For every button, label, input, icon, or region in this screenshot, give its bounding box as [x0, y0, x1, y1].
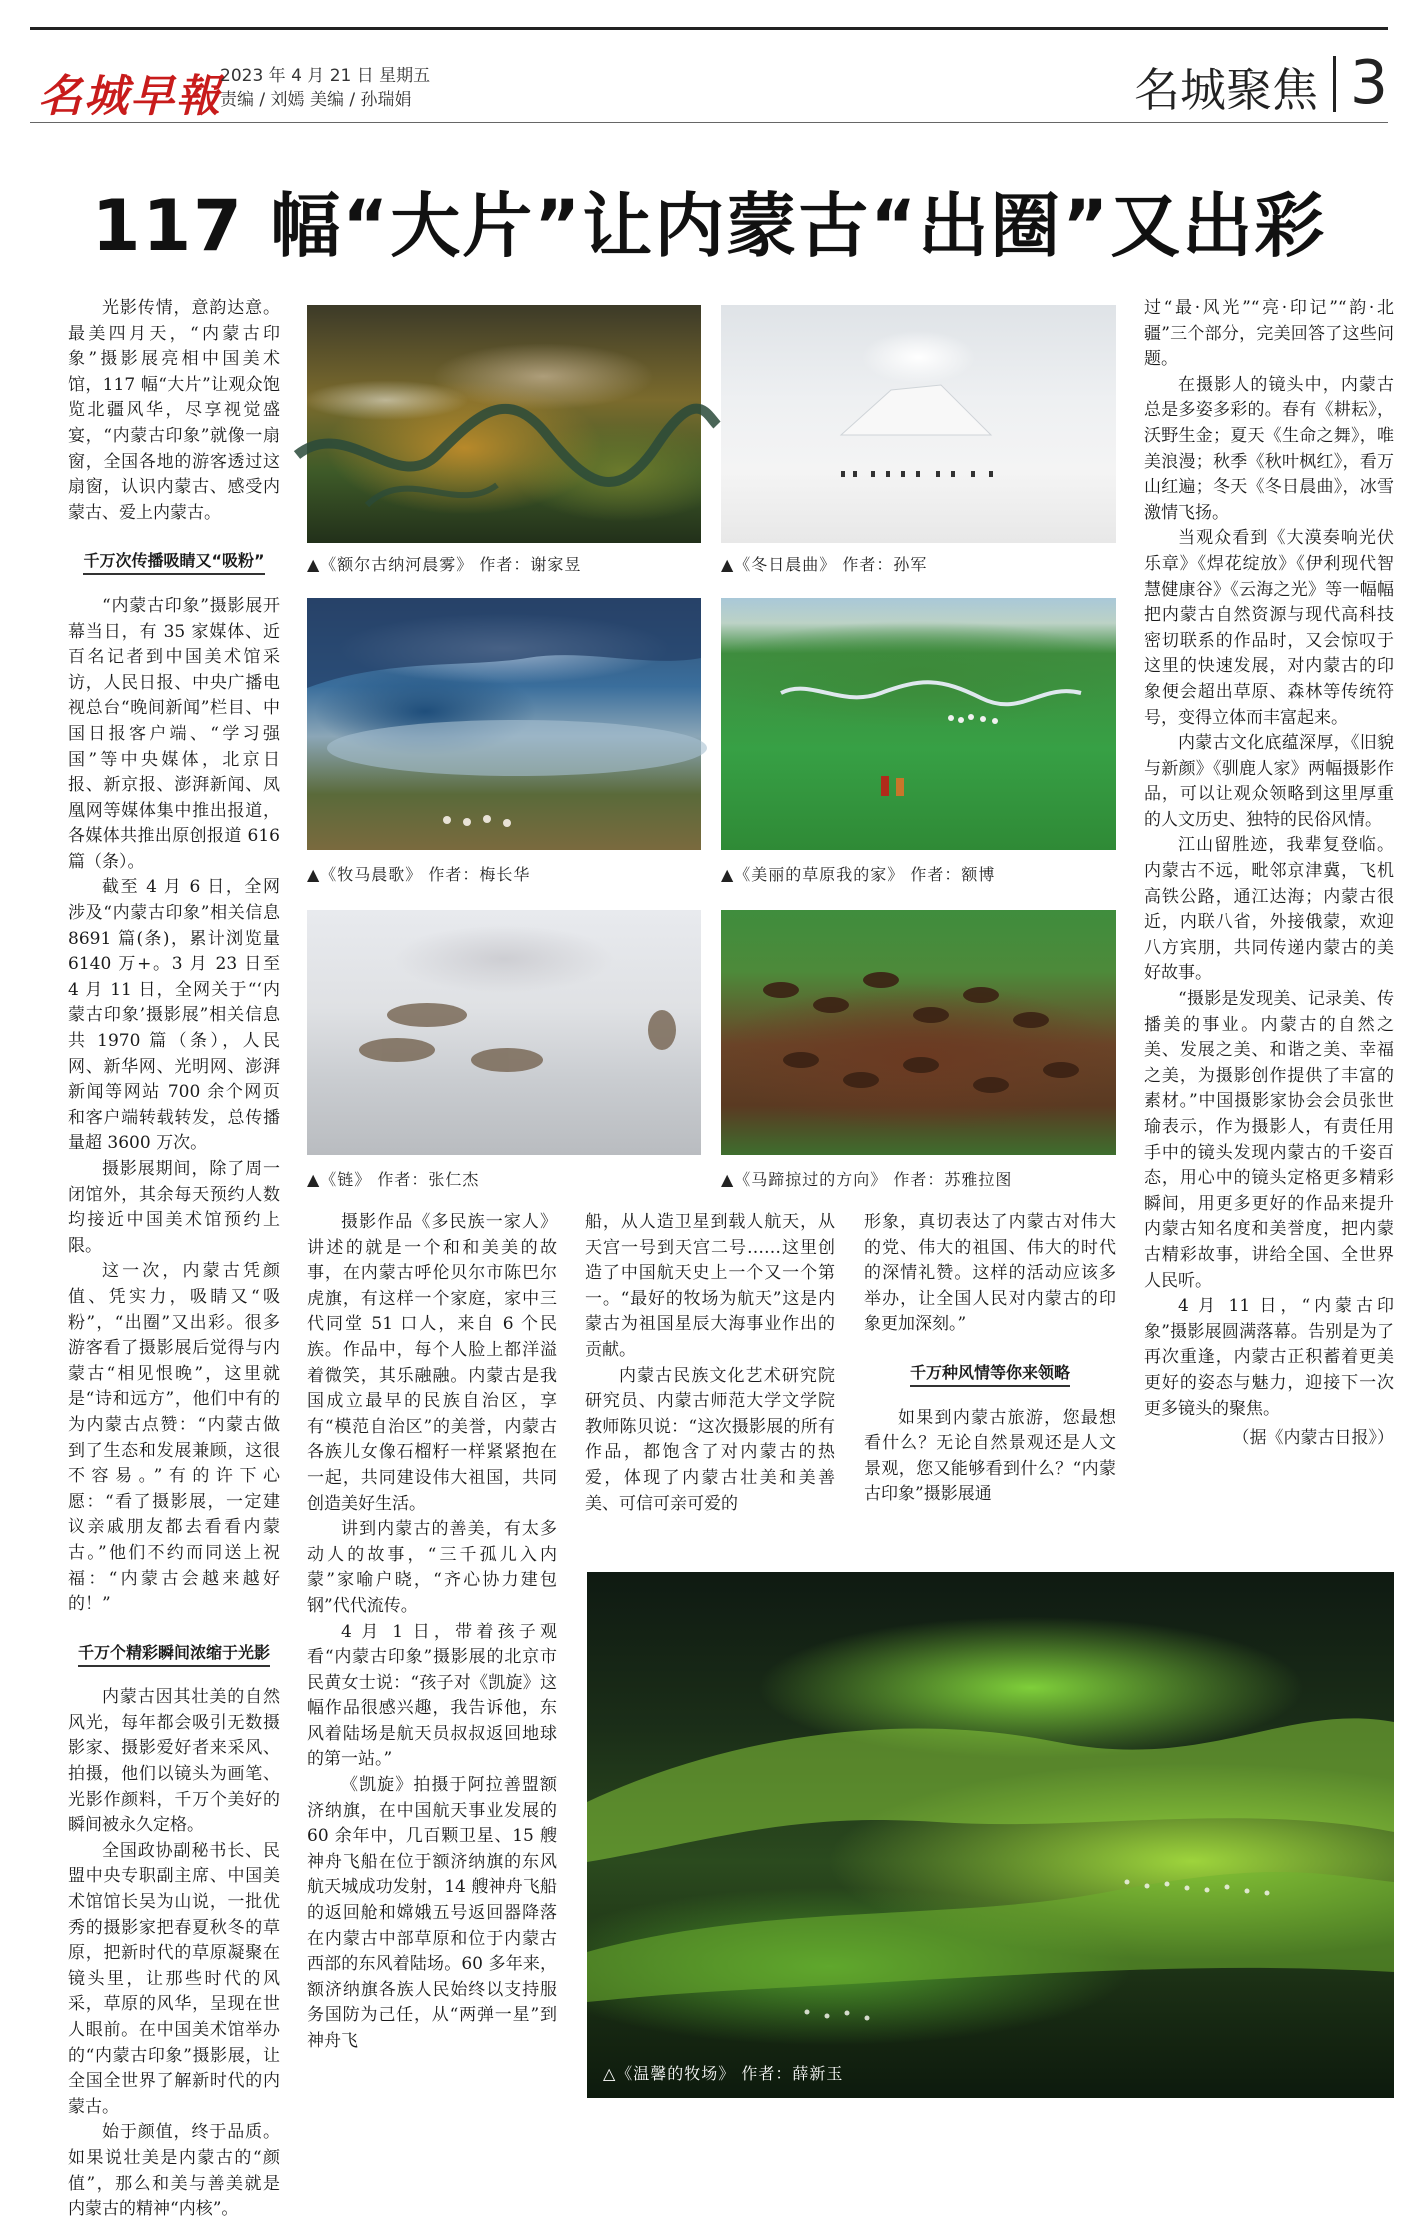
paragraph: 摄影作品《多民族一家人》讲述的就是一个和和美美的故事，在内蒙古呼伦贝尔市陈巴尔虎旗，有这样一个家庭，家中三代同堂 51 口人，来自 6 个民族。作品中，每个人脸上都洋溢着微笑，其乐融融。内蒙古是我国成立最早的民族自治区，享有“模范自治区”的美誉，内蒙古各族儿女像石榴籽一样紧紧抱在一起，共同建设伟大祖国，共同创造美好生活。 — [307, 1212, 557, 1514]
photo-morning-horse-song — [307, 598, 701, 850]
paragraph: 4 月 11 日，“内蒙古印象”摄影展圆满落幕。告别是为了再次重逢，内蒙古正积蓄着更美更好的姿态与魅力，迎接下一次更多镜头的聚焦。 — [1144, 1296, 1394, 1419]
rolling-hills-illustration — [587, 1572, 1394, 2098]
top-rule — [30, 27, 1388, 30]
article-headline: 117 幅“大片”让内蒙古“出圈”又出彩 — [91, 185, 1327, 267]
photo-caption: ▲《冬日晨曲》 作者：孙军 — [721, 555, 928, 574]
photo-hoof-direction — [721, 910, 1116, 1155]
horse-herd-illustration — [721, 910, 1116, 1155]
paragraph: 光影传情，意韵达意。最美四月天，“内蒙古印象”摄影展亮相中国美术馆，117 幅“大片”让观众饱览北疆风华，尽享视觉盛宴，“内蒙古印象”就像一扇窗，全国各地的游客透过这扇窗，认识内蒙古、感受内蒙古、爱上内蒙古。 — [68, 298, 280, 523]
paragraph: “内蒙古印象”摄影展开幕当日，有 35 家媒体、近百名记者到中国美术馆采访，人民日报、中央广播电视总台“晚间新闻”栏目、中国日报客户端、“学习强国”等中央媒体，北京日报、新京报、澎湃新闻、凤凰网等媒体集中推出报道，各媒体共推出原创报道 616 篇（条）。 — [68, 595, 280, 872]
photo-chain-wolves — [307, 910, 701, 1155]
masthead — [30, 50, 1388, 125]
photo-caption: ▲《牧马晨歌》 作者：梅长华 — [307, 865, 531, 884]
paragraph: 摄影展期间，除了周一闭馆外，其余每天预约人数均接近中国美术馆预约上限。 — [68, 1159, 280, 1256]
photo-caption: ▲《链》 作者：张仁杰 — [307, 1170, 480, 1189]
subheading-3: 千万种风情等你来领略 — [864, 1360, 1116, 1386]
article-column-1 — [68, 296, 280, 2223]
article-column-4 — [864, 1210, 1116, 1508]
paragraph: 江山留胜迹，我辈复登临。内蒙古不远，毗邻京津冀，飞机高铁公路，通江达海；内蒙古很近，内联八省，外接俄蒙，欢迎八方宾朋，共同传递内蒙古的美好故事。 — [1144, 835, 1394, 984]
photo-warm-pasture — [587, 1572, 1394, 2098]
snow-mountain-illustration — [721, 305, 1116, 543]
paragraph: 船，从人造卫星到载人航天，从天宫一号到天宫二号……这里创造了中国航天史上一个又一个第一。“最好的牧场为航天”这是内蒙古为祖国星辰大海事业作出的贡献。 — [585, 1212, 835, 1360]
paragraph: 形象，真切表达了内蒙古对伟大的党、伟大的祖国、伟大的时代的深情礼赞。这样的活动应该多举办，让全国人民对内蒙古的印象更加深刻。” — [864, 1212, 1116, 1335]
paragraph: 4 月 1 日，带着孩子观看“内蒙古印象”摄影展的北京市民黄女士说：“孩子对《凯旋》这幅作品很感兴趣，我告诉他，东风着陆场是航天员叔叔返回地球的第一站。” — [307, 1621, 557, 1770]
section-title: 名城聚焦 — [1134, 63, 1318, 117]
paragraph: 过“最·风光”“亮·印记”“韵·北疆”三个部分，完美回答了这些问题。 — [1144, 298, 1394, 370]
photo-caption: ▲《马蹄掠过的方向》 作者：苏雅拉图 — [721, 1170, 1013, 1189]
grassland-river-illustration — [721, 598, 1116, 850]
paragraph: 截至 4 月 6 日，全网涉及“内蒙古印象”相关信息 8691 篇(条)，累计浏览量 6140 万+。3 月 23 日至 4 月 11 日，全网关于“‘内蒙古印象’摄影展”相关信息共 1970 篇（条），人民网、新华网、光明网、澎湃新闻等网站 700 余个网页和客户端转载转发，总传播量超 3600 万次。 — [68, 877, 280, 1154]
paragraph: 内蒙古文化底蕴深厚，《旧貌与新颜》《驯鹿人家》两幅摄影作品，可以让观众领略到这里厚重的人文历史、独特的民俗风情。 — [1144, 733, 1394, 830]
editors-line: 责编 / 刘嫣 美编 / 孙瑞娟 — [220, 90, 412, 110]
paragraph: 在摄影人的镜头中，内蒙古总是多姿多彩的。春有《耕耘》，沃野生金；夏天《生命之舞》，唯美浪漫；秋季《秋叶枫红》，看万山红遍；冬天《冬日晨曲》，冰雪激情飞扬。 — [1144, 374, 1394, 523]
photo-caption: ▲《美丽的草原我的家》 作者：额博 — [721, 865, 996, 884]
paragraph: 讲到内蒙古的善美，有太多动人的故事，“三千孤儿入内蒙”家喻户晓，“齐心协力建包钢”代代流传。 — [307, 1519, 557, 1616]
paragraph: “摄影是发现美、记录美、传播美的事业。内蒙古的自然之美、发展之美、和谐之美、幸福之美，为摄影创作提供了丰富的素材。”中国摄影家协会会员张世瑜表示，作为摄影人，有责任用手中的镜头发现内蒙古的千姿百态，用心中的镜头定格更多精彩瞬间，用更多更好的作品来提升内蒙古知名度和美誉度，把内蒙古精彩故事，讲给全国、全世界人民听。 — [1144, 989, 1394, 1291]
paragraph: 始于颜值，终于品质。如果说壮美是内蒙古的“颜值”，那么和美与善美就是内蒙古的精神“内核”。 — [68, 2122, 280, 2220]
masthead-meta — [220, 64, 430, 112]
paragraph: 全国政协副秘书长、民盟中央专职副主席、中国美术馆馆长吴为山说，一批优秀的摄影家把春夏秋冬的草原，把新时代的草原凝聚在镜头里，让那些时代的风采，草原的风华，呈现在世人眼前。在中国美术馆举办的“内蒙古印象”摄影展，让全国全世界了解新时代的内蒙古。 — [68, 1840, 280, 2117]
subheading-2: 千万个精彩瞬间浓缩于光影 — [68, 1640, 280, 1666]
photo-beautiful-grassland — [721, 598, 1116, 850]
source-credit: （据《内蒙古日报》） — [1232, 1428, 1394, 1449]
article-column-5 — [1144, 296, 1394, 1452]
paragraph: 《凯旋》拍摄于阿拉善盟额济纳旗，在中国航天事业发展的 60 余年中，几百颗卫星、15 艘神舟飞船在位于额济纳旗的东风航天城成功发射，14 艘神舟飞船的返回舱和嫦娥五号返回器降落在内蒙古中部草原和位于内蒙古西部的东风着陆场。60 多年来，额济纳旗各族人民始终以支持服务国防为己任，从“两弹一星”到神舟飞 — [307, 1775, 557, 2051]
lake-illustration — [307, 598, 701, 850]
photo-erguna-river-mist — [307, 305, 701, 543]
photo-caption: △《温馨的牧场》 作者：薛新玉 — [603, 2064, 844, 2083]
page-number: 3 — [1349, 48, 1388, 118]
photo-winter-morning — [721, 305, 1116, 543]
newspaper-logo: 名城早報 — [38, 71, 222, 122]
wolves-illustration — [307, 910, 701, 1155]
photo-caption: ▲《额尔古纳河晨雾》 作者：谢家昱 — [307, 555, 582, 574]
river-illustration — [307, 305, 701, 543]
section-divider — [1333, 56, 1336, 112]
subheading-1: 千万次传播吸睛又“吸粉” — [68, 548, 280, 574]
paragraph: 内蒙古因其壮美的自然风光，每年都会吸引无数摄影家、摄影爱好者来采风、拍摄，他们以镜头为画笔、光影作颜料，千万个美好的瞬间被永久定格。 — [68, 1687, 280, 1836]
article-column-2 — [307, 1210, 557, 2055]
article-column-3 — [585, 1210, 835, 1517]
paragraph: 内蒙古民族文化艺术研究院研究员、内蒙古师范大学文学院教师陈贝说：“这次摄影展的所有作品，都饱含了对内蒙古的热爱，体现了内蒙古壮美和美善美、可信可亲可爱的 — [585, 1365, 835, 1514]
paragraph: 这一次，内蒙古凭颜值、凭实力，吸睛又“吸粉”，“出圈”又出彩。很多游客看了摄影展后觉得与内蒙古“相见恨晚”，这里就是“诗和远方”，他们中有的为内蒙古点赞：“内蒙古做到了生态和发展兼顾，这很不容易。”有的许下心愿：“看了摄影展，一定建议亲戚朋友都去看看内蒙古。”他们不约而同送上祝福：“内蒙古会越来越好的！” — [68, 1261, 280, 1615]
masthead-rule — [30, 122, 1388, 123]
issue-date: 2023 年 4 月 21 日 星期五 — [220, 66, 431, 86]
paragraph: 如果到内蒙古旅游，您最想看什么？无论自然景观还是人文景观，您又能够看到什么？“内蒙古印象”摄影展通 — [864, 1407, 1116, 1505]
paragraph: 当观众看到《大漠奏响光伏乐章》《焊花绽放》《伊利现代智慧健康谷》《云海之光》等一幅幅把内蒙古自然资源与现代高科技密切联系的作品时，又会惊叹于这里的快速发展，对内蒙古的印象便会超出草原、森林等传统符号，变得立体而丰富起来。 — [1144, 528, 1394, 728]
